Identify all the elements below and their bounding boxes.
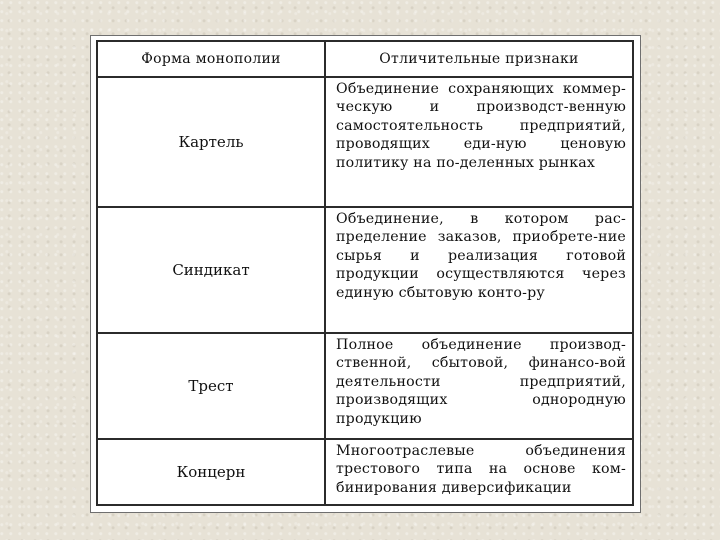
features-cartel: Объединение сохраняющих коммер-ческую и производст-венную самостоятельность предприятий, проводящих еди-ную ценовую политику на по-деленных рынках (325, 77, 633, 207)
form-concern: Концерн (97, 439, 325, 505)
table-row (97, 439, 633, 505)
monopoly-forms-table (96, 40, 634, 506)
features-syndicate: Объединение, в котором рас-пределение заказов, приобрете-ние сырья и реализация готовой продукции осуществляются через единую сбытовую конто-ру (325, 207, 633, 333)
form-cartel: Картель (97, 77, 325, 207)
form-trust: Трест (97, 333, 325, 439)
features-trust: Полное объединение производ-ственной, сбытовой, финансо-вой деятельности предприятий, производящих однородную продукцию (325, 333, 633, 439)
table-header-row (97, 41, 633, 77)
table-row (97, 207, 633, 333)
features-concern: Многоотраслевые объединения трестового типа на основе ком-бинирования диверсификации (325, 439, 633, 505)
form-syndicate: Синдикат (97, 207, 325, 333)
slide-page (90, 35, 641, 513)
header-form: Форма монополии (97, 41, 325, 77)
header-features: Отличительные признаки (325, 41, 633, 77)
table-row (97, 333, 633, 439)
table-row (97, 77, 633, 207)
